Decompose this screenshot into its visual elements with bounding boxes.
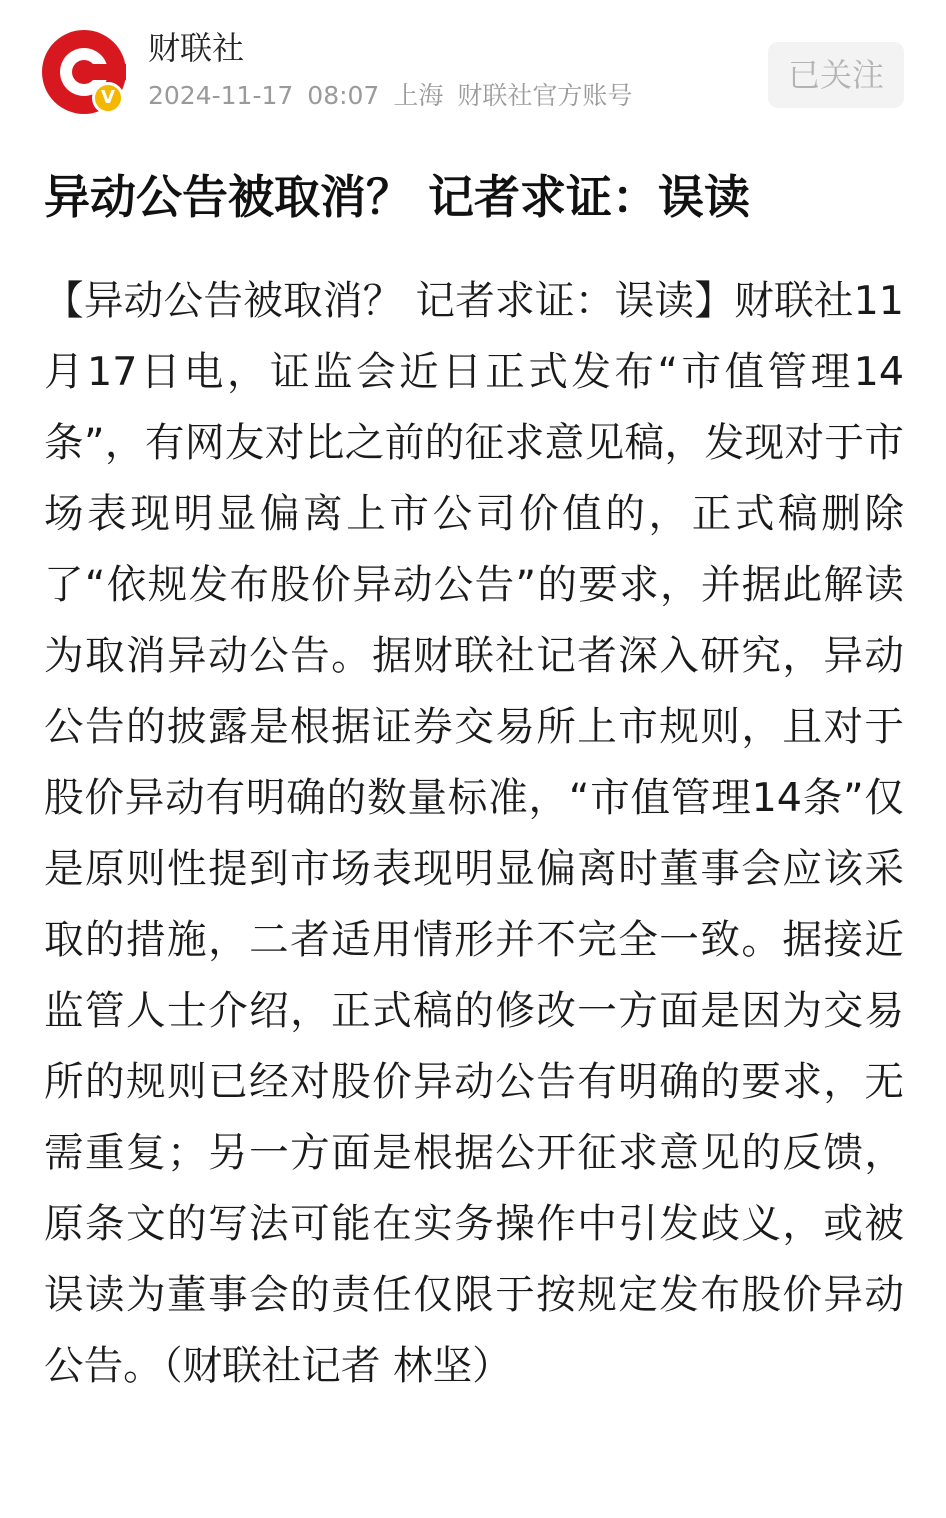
- post-date: 2024-11-17: [148, 81, 294, 110]
- article-body: 【异动公告被取消？ 记者求证：误读】财联社11月17日电，证监会近日正式发布“市值管理14条”，有网友对比之前的征求意见稿，发现对于市场表现明显偏离上市公司价值的，正式稿删除了“依规发布股价异动公告”的要求，并据此解读为取消异动公告。据财联社记者深入研究，异动公告的披露是根据证券交易所上市规则，且对于股价异动有明确的数量标准，“市值管理14条”仅是原则性提到市场表现明显偏离时董事会应该采取的措施，二者适用情形并不完全一致。据接近监管人士介绍，正式稿的修改一方面是因为交易所的规则已经对股价异动公告有明确的要求，无需重复；另一方面是根据公开征求意见的反馈，原条文的写法可能在实务操作中引发歧义，或被误读为董事会的责任仅限于按规定发布股价异动公告。（财联社记者 林坚）: [44, 278, 904, 1389]
- follow-button[interactable]: 已关注: [768, 42, 904, 108]
- post-meta: [148, 80, 646, 112]
- post-location: 上海: [393, 81, 444, 110]
- article-title: 异动公告被取消？ 记者求证：误读: [44, 170, 751, 224]
- account-name[interactable]: 财联社: [148, 29, 245, 67]
- post-header: [0, 0, 946, 140]
- account-type: 财联社官方账号: [457, 81, 633, 110]
- post-time: 08:07: [307, 81, 380, 110]
- verified-badge-icon: V: [92, 82, 124, 114]
